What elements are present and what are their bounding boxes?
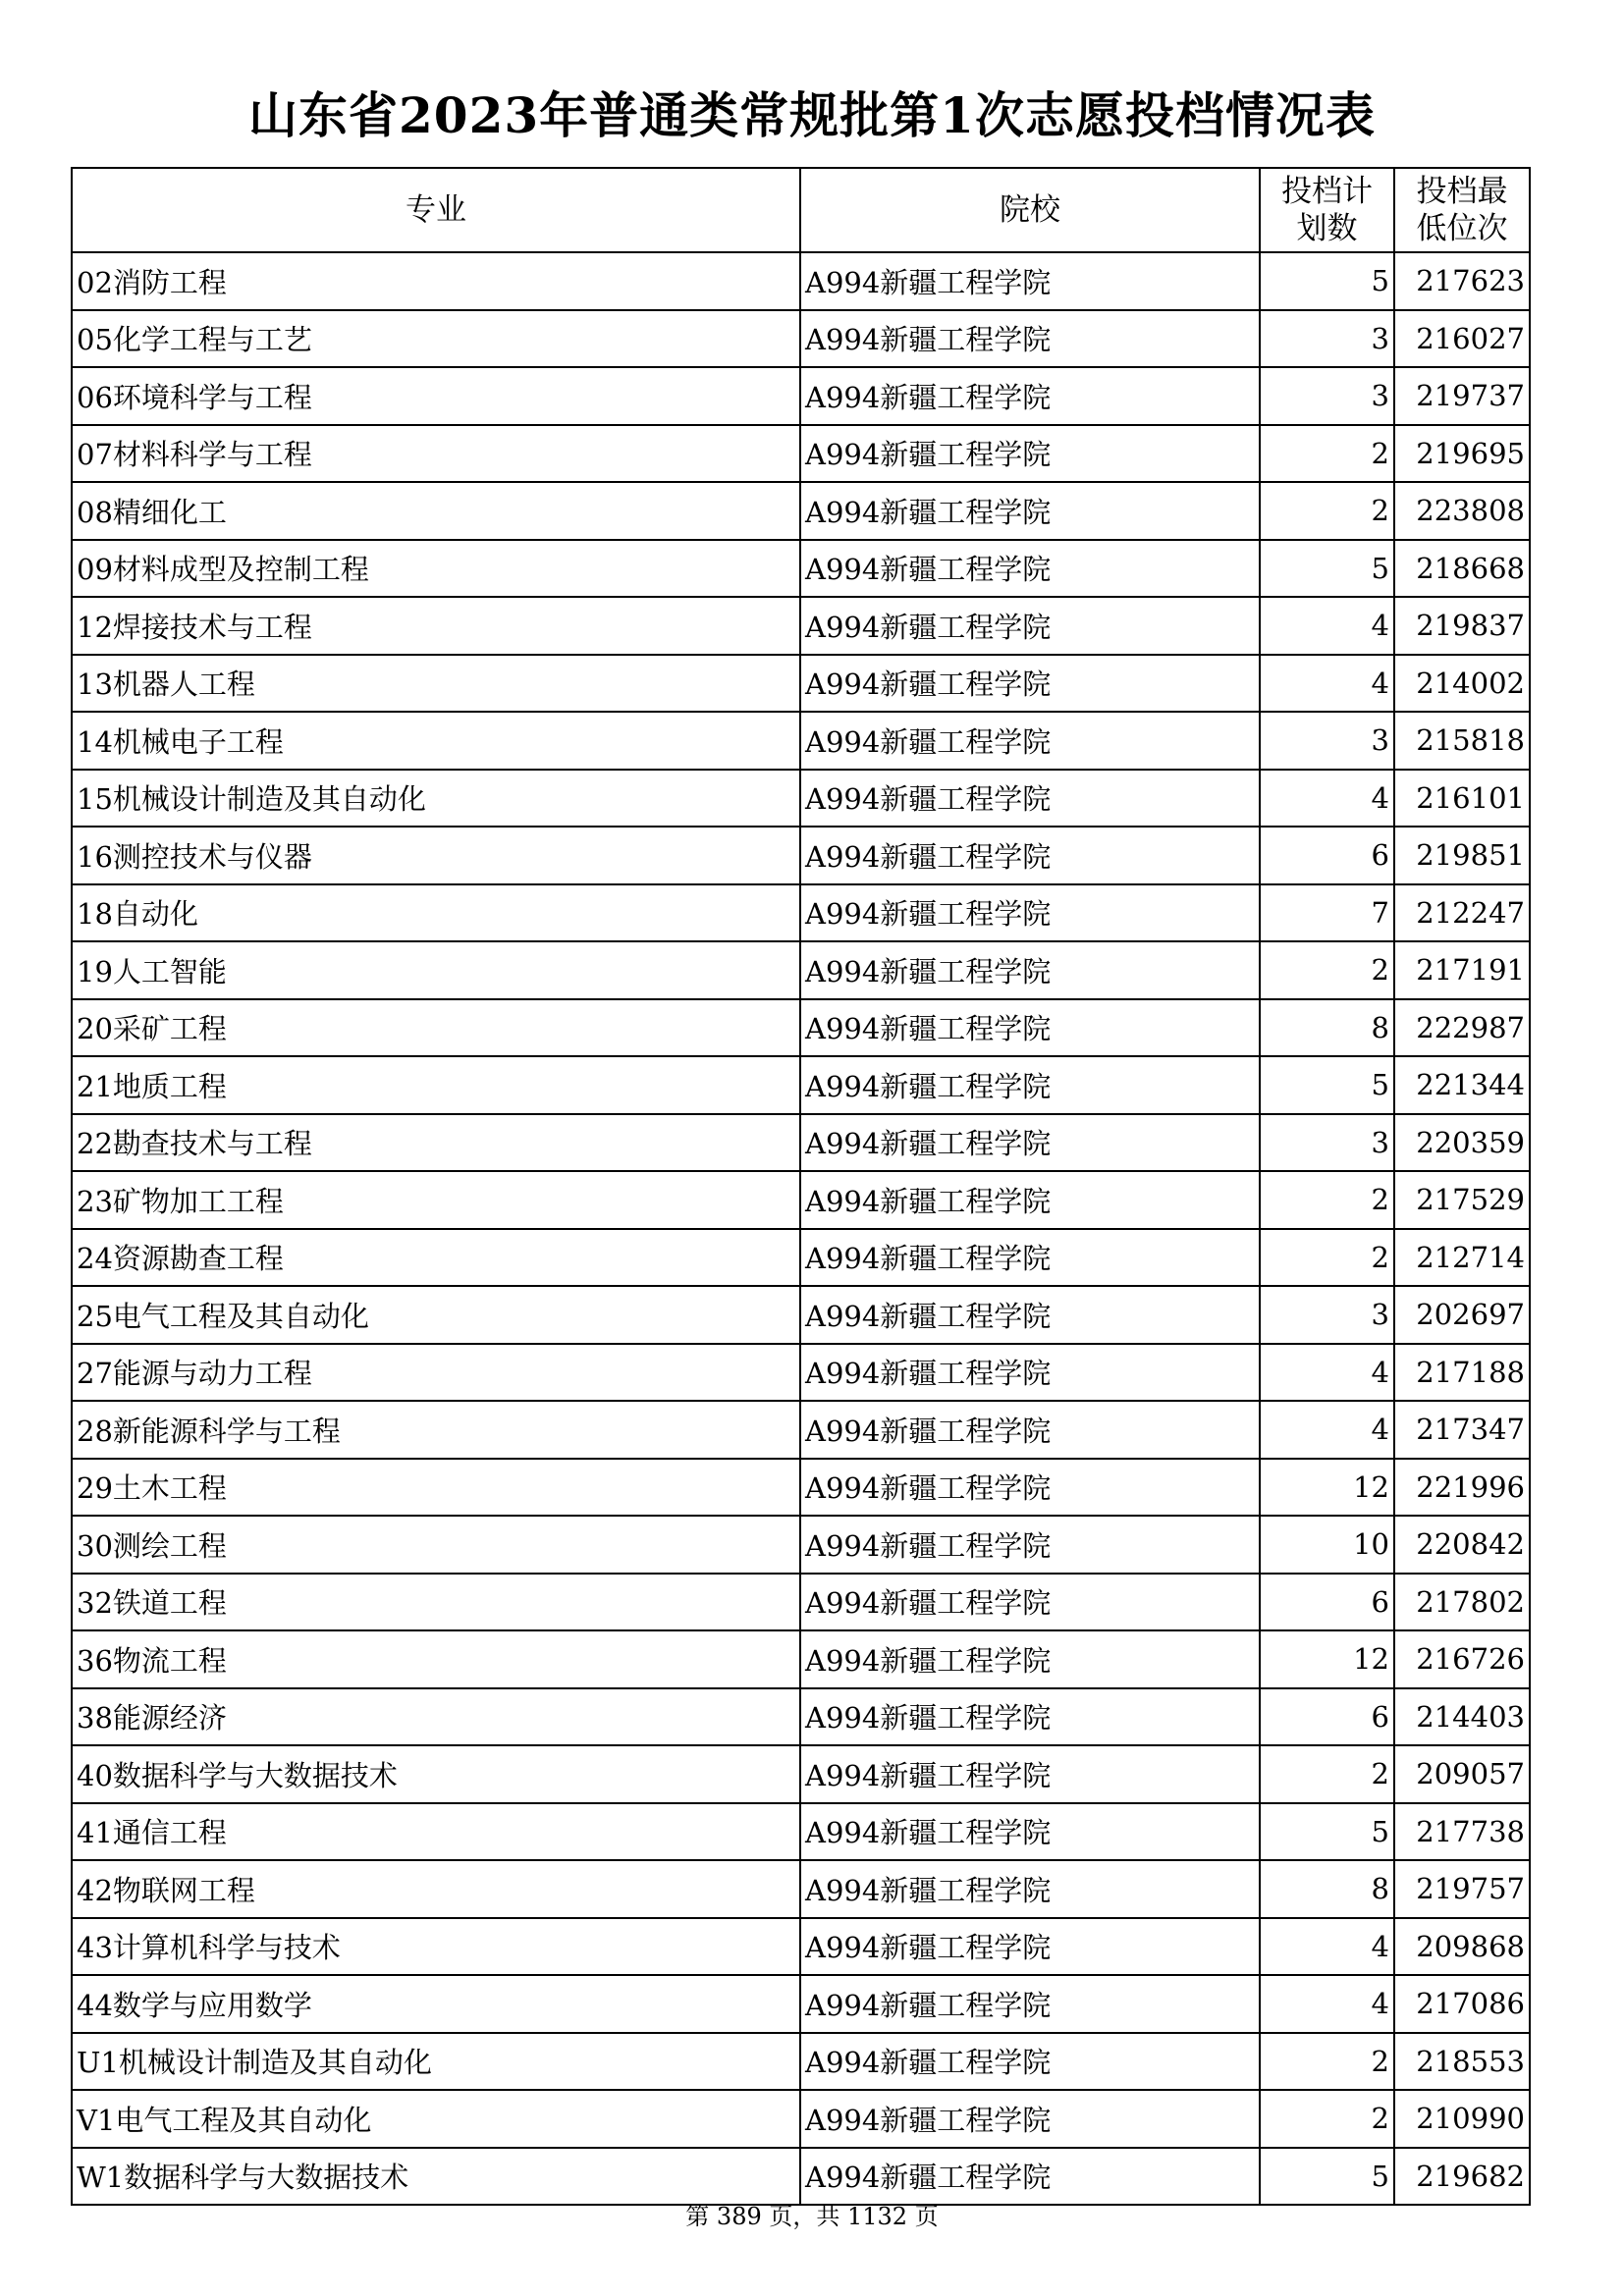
table-row	[72, 2033, 1530, 2091]
cell-rank: 217191	[1394, 941, 1530, 999]
table-row	[72, 1229, 1530, 1287]
cell-school: A994新疆工程学院	[800, 770, 1260, 828]
cell-major: 30测绘工程	[72, 1516, 800, 1574]
cell-major: U1机械设计制造及其自动化	[72, 2033, 800, 2091]
cell-school: A994新疆工程学院	[800, 655, 1260, 713]
cell-school: A994新疆工程学院	[800, 1803, 1260, 1861]
header-rank-line2: 低位次	[1416, 211, 1508, 246]
cell-school: A994新疆工程学院	[800, 252, 1260, 310]
cell-school: A994新疆工程学院	[800, 367, 1260, 425]
cell-rank: 216027	[1394, 310, 1530, 368]
table-row	[72, 884, 1530, 942]
table-row	[72, 770, 1530, 828]
cell-rank: 209868	[1394, 1918, 1530, 1976]
cell-major: 02消防工程	[72, 252, 800, 310]
cell-school: A994新疆工程学院	[800, 1630, 1260, 1688]
cell-major: 09材料成型及控制工程	[72, 540, 800, 598]
cell-rank: 218668	[1394, 540, 1530, 598]
table-row	[72, 1516, 1530, 1574]
cell-major: 36物流工程	[72, 1630, 800, 1688]
cell-plan: 4	[1260, 597, 1394, 655]
table-row	[72, 712, 1530, 770]
header-major: 专业	[72, 168, 800, 252]
table-row	[72, 1114, 1530, 1172]
cell-major: 21地质工程	[72, 1056, 800, 1114]
cell-major: 23矿物加工工程	[72, 1171, 800, 1229]
cell-plan: 12	[1260, 1630, 1394, 1688]
page-footer: 第 389 页，共 1132 页	[685, 2203, 939, 2230]
cell-major: 44数学与应用数学	[72, 1975, 800, 2033]
cell-school: A994新疆工程学院	[800, 1459, 1260, 1517]
table-row	[72, 310, 1530, 368]
cell-school: A994新疆工程学院	[800, 1516, 1260, 1574]
cell-plan: 4	[1260, 1344, 1394, 1402]
cell-rank: 219837	[1394, 597, 1530, 655]
cell-plan: 2	[1260, 1229, 1394, 1287]
page-title: 山东省2023年普通类常规批第1次志愿投档情况表	[248, 86, 1376, 144]
cell-rank: 219737	[1394, 367, 1530, 425]
table-row	[72, 540, 1530, 598]
cell-school: A994新疆工程学院	[800, 1286, 1260, 1344]
cell-major: 15机械设计制造及其自动化	[72, 770, 800, 828]
cell-rank: 218553	[1394, 2033, 1530, 2091]
cell-rank: 222987	[1394, 999, 1530, 1057]
cell-rank: 214403	[1394, 1688, 1530, 1746]
cell-rank: 217188	[1394, 1344, 1530, 1402]
cell-rank: 210990	[1394, 2090, 1530, 2148]
cell-rank: 202697	[1394, 1286, 1530, 1344]
cell-plan: 6	[1260, 1688, 1394, 1746]
cell-rank: 221344	[1394, 1056, 1530, 1114]
cell-rank: 217738	[1394, 1803, 1530, 1861]
cell-plan: 10	[1260, 1516, 1394, 1574]
cell-major: 16测控技术与仪器	[72, 827, 800, 884]
cell-plan: 8	[1260, 999, 1394, 1057]
table-header-row	[72, 168, 1530, 252]
cell-rank: 217086	[1394, 1975, 1530, 2033]
table-row	[72, 1860, 1530, 1918]
header-rank-line1: 投档最	[1416, 174, 1508, 209]
cell-major: 32铁道工程	[72, 1574, 800, 1631]
cell-plan: 5	[1260, 540, 1394, 598]
cell-major: V1电气工程及其自动化	[72, 2090, 800, 2148]
cell-rank: 220842	[1394, 1516, 1530, 1574]
cell-school: A994新疆工程学院	[800, 310, 1260, 368]
cell-rank: 216101	[1394, 770, 1530, 828]
cell-major: 43计算机科学与技术	[72, 1918, 800, 1976]
table-row	[72, 1171, 1530, 1229]
cell-plan: 4	[1260, 1918, 1394, 1976]
cell-major: 05化学工程与工艺	[72, 310, 800, 368]
cell-school: A994新疆工程学院	[800, 1860, 1260, 1918]
cell-plan: 2	[1260, 2090, 1394, 2148]
cell-school: A994新疆工程学院	[800, 884, 1260, 942]
header-rank	[1394, 168, 1530, 252]
cell-plan: 2	[1260, 2033, 1394, 2091]
table-row	[72, 1574, 1530, 1631]
cell-school: A994新疆工程学院	[800, 2033, 1260, 2091]
table-row	[72, 1688, 1530, 1746]
cell-school: A994新疆工程学院	[800, 1918, 1260, 1976]
table-row	[72, 1401, 1530, 1459]
table-row	[72, 482, 1530, 540]
cell-rank: 219851	[1394, 827, 1530, 884]
cell-rank: 221996	[1394, 1459, 1530, 1517]
table-row	[72, 655, 1530, 713]
header-plan	[1260, 168, 1394, 252]
table-row	[72, 1630, 1530, 1688]
cell-plan: 3	[1260, 310, 1394, 368]
cell-major: 38能源经济	[72, 1688, 800, 1746]
cell-school: A994新疆工程学院	[800, 1574, 1260, 1631]
cell-school: A994新疆工程学院	[800, 425, 1260, 483]
cell-school: A994新疆工程学院	[800, 2090, 1260, 2148]
cell-major: W1数据科学与大数据技术	[72, 2148, 800, 2206]
cell-rank: 223808	[1394, 482, 1530, 540]
cell-rank: 215818	[1394, 712, 1530, 770]
cell-plan: 5	[1260, 1803, 1394, 1861]
cell-school: A994新疆工程学院	[800, 2148, 1260, 2206]
cell-plan: 2	[1260, 941, 1394, 999]
cell-major: 29土木工程	[72, 1459, 800, 1517]
cell-plan: 3	[1260, 1286, 1394, 1344]
cell-plan: 6	[1260, 827, 1394, 884]
cell-major: 07材料科学与工程	[72, 425, 800, 483]
cell-major: 06环境科学与工程	[72, 367, 800, 425]
table-row	[72, 425, 1530, 483]
cell-school: A994新疆工程学院	[800, 1114, 1260, 1172]
table-row	[72, 367, 1530, 425]
cell-school: A994新疆工程学院	[800, 712, 1260, 770]
table-row	[72, 1056, 1530, 1114]
cell-school: A994新疆工程学院	[800, 1688, 1260, 1746]
cell-plan: 8	[1260, 1860, 1394, 1918]
table-row	[72, 1745, 1530, 1803]
cell-rank: 217623	[1394, 252, 1530, 310]
cell-major: 24资源勘查工程	[72, 1229, 800, 1287]
cell-rank: 219757	[1394, 1860, 1530, 1918]
cell-rank: 219695	[1394, 425, 1530, 483]
cell-rank: 217347	[1394, 1401, 1530, 1459]
cell-rank: 217529	[1394, 1171, 1530, 1229]
cell-rank: 220359	[1394, 1114, 1530, 1172]
cell-school: A994新疆工程学院	[800, 827, 1260, 884]
cell-plan: 2	[1260, 425, 1394, 483]
table-row	[72, 1286, 1530, 1344]
cell-school: A994新疆工程学院	[800, 1745, 1260, 1803]
cell-plan: 4	[1260, 1401, 1394, 1459]
table-body	[72, 252, 1530, 2205]
cell-rank: 212247	[1394, 884, 1530, 942]
cell-major: 20采矿工程	[72, 999, 800, 1057]
cell-major: 18自动化	[72, 884, 800, 942]
admission-table	[71, 167, 1531, 2206]
cell-plan: 5	[1260, 2148, 1394, 2206]
cell-plan: 3	[1260, 712, 1394, 770]
cell-plan: 4	[1260, 655, 1394, 713]
cell-plan: 12	[1260, 1459, 1394, 1517]
cell-major: 28新能源科学与工程	[72, 1401, 800, 1459]
cell-rank: 216726	[1394, 1630, 1530, 1688]
cell-major: 40数据科学与大数据技术	[72, 1745, 800, 1803]
table-row	[72, 1459, 1530, 1517]
cell-rank: 219682	[1394, 2148, 1530, 2206]
table-row	[72, 1918, 1530, 1976]
cell-plan: 3	[1260, 1114, 1394, 1172]
cell-school: A994新疆工程学院	[800, 1975, 1260, 2033]
cell-rank: 212714	[1394, 1229, 1530, 1287]
cell-major: 12焊接技术与工程	[72, 597, 800, 655]
cell-school: A994新疆工程学院	[800, 482, 1260, 540]
cell-plan: 2	[1260, 482, 1394, 540]
cell-plan: 5	[1260, 1056, 1394, 1114]
table-row	[72, 941, 1530, 999]
table-row	[72, 827, 1530, 884]
cell-school: A994新疆工程学院	[800, 1229, 1260, 1287]
header-plan-line1: 投档计	[1281, 174, 1373, 209]
cell-plan: 7	[1260, 884, 1394, 942]
cell-rank: 217802	[1394, 1574, 1530, 1631]
cell-school: A994新疆工程学院	[800, 1344, 1260, 1402]
cell-plan: 2	[1260, 1745, 1394, 1803]
cell-plan: 2	[1260, 1171, 1394, 1229]
table-row	[72, 999, 1530, 1057]
table-row	[72, 597, 1530, 655]
header-plan-line2: 划数	[1296, 211, 1358, 246]
cell-major: 41通信工程	[72, 1803, 800, 1861]
cell-school: A994新疆工程学院	[800, 597, 1260, 655]
cell-school: A994新疆工程学院	[800, 1056, 1260, 1114]
cell-school: A994新疆工程学院	[800, 941, 1260, 999]
table-row	[72, 1975, 1530, 2033]
cell-rank: 214002	[1394, 655, 1530, 713]
cell-school: A994新疆工程学院	[800, 999, 1260, 1057]
table-row	[72, 2090, 1530, 2148]
table-row	[72, 1803, 1530, 1861]
cell-school: A994新疆工程学院	[800, 1171, 1260, 1229]
cell-major: 13机器人工程	[72, 655, 800, 713]
cell-major: 08精细化工	[72, 482, 800, 540]
cell-plan: 3	[1260, 367, 1394, 425]
cell-major: 14机械电子工程	[72, 712, 800, 770]
cell-rank: 209057	[1394, 1745, 1530, 1803]
cell-plan: 5	[1260, 252, 1394, 310]
cell-major: 19人工智能	[72, 941, 800, 999]
cell-major: 27能源与动力工程	[72, 1344, 800, 1402]
cell-school: A994新疆工程学院	[800, 1401, 1260, 1459]
header-school: 院校	[800, 168, 1260, 252]
cell-school: A994新疆工程学院	[800, 540, 1260, 598]
cell-major: 25电气工程及其自动化	[72, 1286, 800, 1344]
cell-plan: 4	[1260, 1975, 1394, 2033]
cell-plan: 6	[1260, 1574, 1394, 1631]
cell-major: 42物联网工程	[72, 1860, 800, 1918]
cell-major: 22勘查技术与工程	[72, 1114, 800, 1172]
table-row	[72, 1344, 1530, 1402]
cell-plan: 4	[1260, 770, 1394, 828]
table-row	[72, 252, 1530, 310]
